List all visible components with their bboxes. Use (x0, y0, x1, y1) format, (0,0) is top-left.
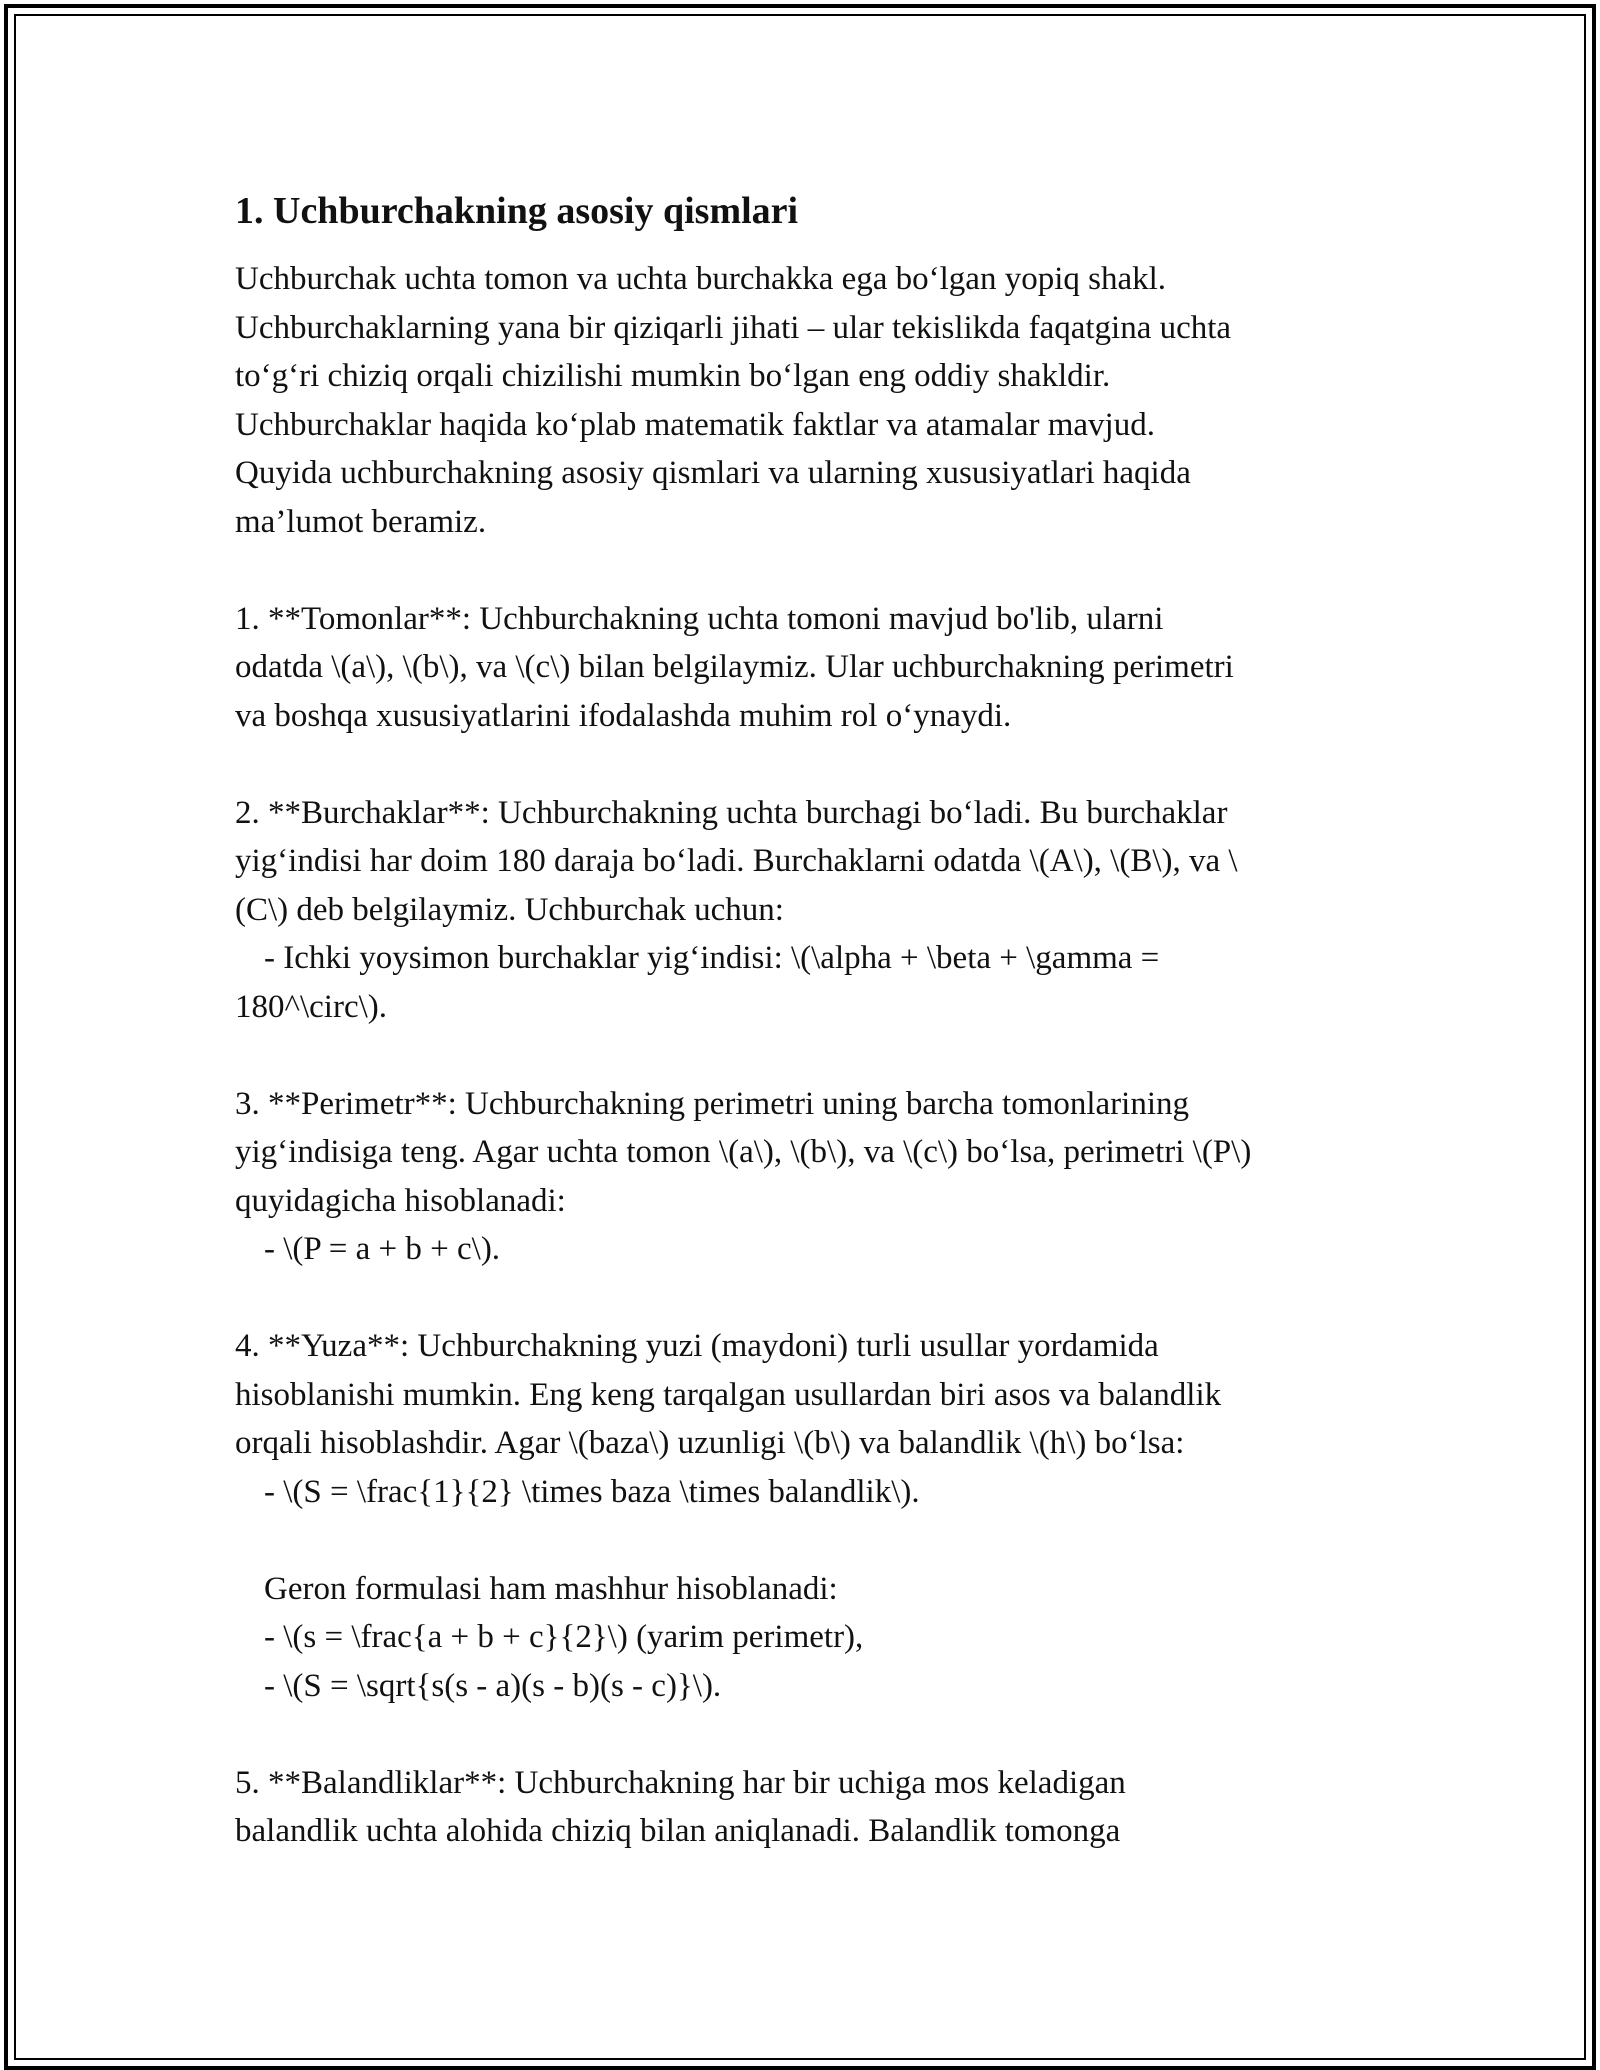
section-heading: 1. Uchburchakning asosiy qismlari (235, 190, 799, 232)
text-line: orqali hisoblashdir. Agar \(baza\) uzunligi \(b\) va balandlik \(h\) bo‘lsa: (235, 1425, 1185, 1461)
document-content (235, 185, 1375, 1856)
text-line: ma’lumot beramiz. (235, 503, 487, 540)
text-line: yig‘indisiga teng. Agar uchta tomon \(a\), \(b\), va \(c\) bo‘lsa, perimetri \(P\) (235, 1134, 1252, 1170)
text-line: Geron formulasi ham mashhur hisoblanadi: (264, 1570, 838, 1607)
text-line: Uchburchak uchta tomon va uchta burchakka ega bo‘lgan yopiq shakl. (235, 261, 1167, 297)
text-line: balandlik uchta alohida chiziq bilan aniqlanadi. Balandlik tomonga (235, 1813, 1121, 1849)
text-line: 1. **Tomonlar**: Uchburchakning uchta tomoni mavjud bo'lib, ularni (235, 600, 1164, 637)
bullet-line: - Ichki yoysimon burchaklar yig‘indisi: \(\alpha + \beta + \gamma = (264, 940, 1160, 976)
item-tomonlar (235, 595, 1375, 741)
text-line: (C\) deb belgilaymiz. Uchburchak uchun: (235, 891, 784, 928)
text-line: quyidagicha hisoblanadi: (235, 1182, 566, 1219)
text-line: hisoblanishi mumkin. Eng keng tarqalgan usullardan biri asos va balandlik (235, 1376, 1222, 1413)
intro-paragraph (235, 255, 1375, 546)
item-yuza (235, 1322, 1375, 1710)
paragraph-gap (235, 546, 1375, 595)
text-line: 180^\circ\). (235, 988, 388, 1025)
bullet-line: - \(S = \frac{1}{2} \times baza \times balandlik\). (264, 1473, 920, 1510)
item-burchaklar (235, 789, 1375, 1032)
item-perimetr (235, 1080, 1375, 1274)
paragraph-gap (235, 1274, 1375, 1323)
text-line: va boshqa xususiyatlarini ifodalashda muhim rol o‘ynaydi. (235, 697, 1012, 734)
text-line: odatda \(a\), \(b\), va \(c\) bilan belgilaymiz. Ular uchburchakning perimetri (235, 649, 1234, 685)
text-line: to‘g‘ri chiziq orqali chizilishi mumkin bo‘lgan eng oddiy shakldir. (235, 358, 1111, 394)
bullet-line: - \(S = \sqrt{s(s - a)(s - b)(s - c)}\). (264, 1667, 722, 1704)
paragraph-gap (235, 1031, 1375, 1080)
text-line: 2. **Burchaklar**: Uchburchakning uchta burchagi bo‘ladi. Bu burchaklar (235, 794, 1228, 831)
bullet-line: - \(P = a + b + c\). (264, 1231, 501, 1267)
item-balandliklar (235, 1759, 1375, 1856)
paragraph-gap (235, 740, 1375, 789)
text-line: 3. **Perimetr**: Uchburchakning perimetri uning barcha tomonlarining (235, 1085, 1190, 1122)
text-line: 5. **Balandliklar**: Uchburchakning har bir uchiga mos keladigan (235, 1764, 1126, 1801)
text-line: Uchburchaklarning yana bir qiziqarli jihati – ular tekislikda faqatgina uchta (235, 309, 1232, 346)
text-line: Uchburchaklar haqida ko‘plab matematik faktlar va atamalar mavjud. (235, 406, 1155, 443)
paragraph-gap (235, 1516, 1375, 1565)
paragraph-gap (235, 1710, 1375, 1759)
text-line: Quyida uchburchakning asosiy qismlari va ularning xususiyatlari haqida (235, 455, 1191, 491)
text-line: yig‘indisi har doim 180 daraja bo‘ladi. Burchaklarni odatda \(A\), \(B\), va \ (235, 843, 1238, 879)
text-line: 4. **Yuza**: Uchburchakning yuzi (maydoni) turli usullar yordamida (235, 1328, 1159, 1364)
bullet-line: - \(s = \frac{a + b + c}{2}\) (yarim perimetr), (264, 1619, 864, 1655)
